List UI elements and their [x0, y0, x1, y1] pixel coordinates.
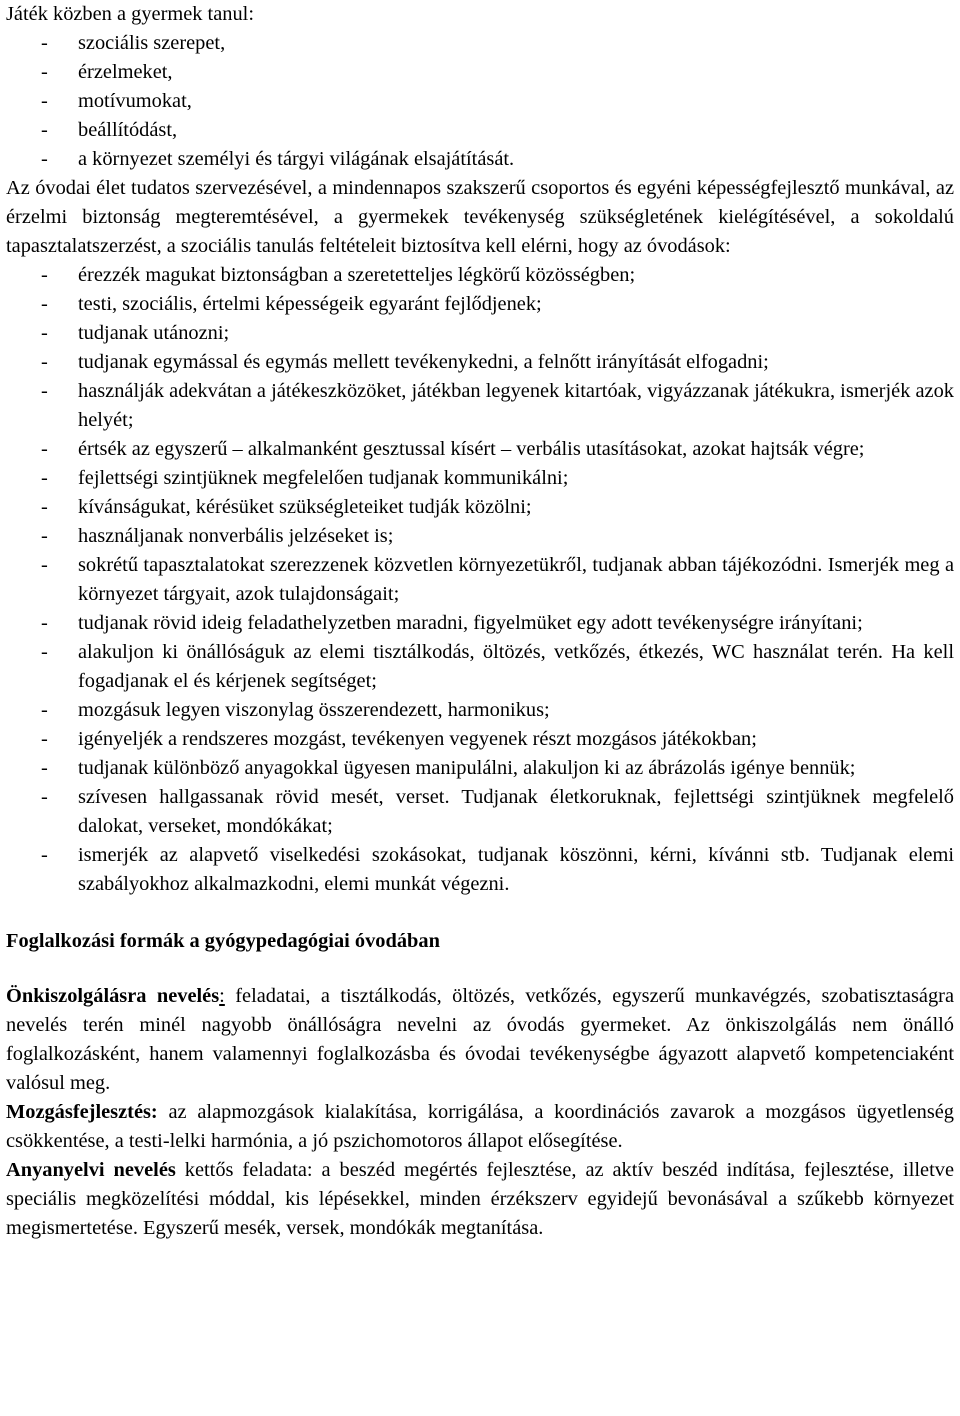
list-item: - szociális szerepet, [41, 32, 226, 54]
section-term: Önkiszolgálásra nevelés [6, 985, 220, 1007]
goal-paragraph: Az óvodai élet tudatos szervezésével, a mindennapos szakszerű csoportos és egyéni képességfejlesztő munkával, az érzelmi biztonság megteremtésével, a gyermekek tevékenység szükségletének kielégítésével, a sokoldalú tapasztalatszerzést, a szociális tanulás feltételeit biztosítva kell elérni, hogy az óvodások: [6, 177, 954, 257]
list-item: - beállítódást, [41, 119, 178, 141]
list-item: - tudjanak egymással és egymás mellett tevékenykedni, a felnőtt irányítását elfogadni; [41, 351, 769, 373]
list-item: - használjanak nonverbális jelzéseket is; [41, 525, 394, 547]
list-item: - ismerjék az alapvető viselkedési szokásokat, tudjanak köszönni, kérni, kívánni stb. Tudjanak elemi szabályokhoz alkalmazkodni, elemi munkát végezni. [41, 844, 954, 895]
list-item: - fejlettségi szintjüknek megfelelően tudjanak kommunikálni; [41, 467, 569, 489]
list-item: - a környezet személyi és tárgyi világának elsajátítását. [41, 148, 515, 170]
list-item: - sokrétű tapasztalatokat szerezzenek közvetlen környezetükről, tudjanak abban tájékozódni. Ismerjék meg a környezet tárgyait, azok tulajdonságait; [41, 554, 954, 605]
list-item: - alakuljon ki önállóságuk az elemi tisztálkodás, öltözés, vetkőzés, étkezés, WC használat terén. Ha kell fogadjanak el és kérjenek segítséget; [41, 641, 954, 692]
list-item: - kívánságukat, kérésüket szükségleteiket tudják közölni; [41, 496, 532, 518]
intro-list [6, 29, 954, 174]
list-item: - érezzék magukat biztonságban a szeretetteljes légkörű közösségben; [41, 264, 636, 286]
intro-lead: Játék közben a gyermek tanul: [6, 3, 254, 25]
list-item: - tudjanak különböző anyagokkal ügyesen manipulálni, alakuljon ki az ábrázolás igénye bennük; [41, 757, 856, 779]
list-item: - mozgásuk legyen viszonylag összerendezett, harmonikus; [41, 699, 550, 721]
section-onkiszolgalas [6, 982, 954, 1098]
list-item: - testi, szociális, értelmi képességeik egyaránt fejlődjenek; [41, 293, 542, 315]
section-anyanyelvi [6, 1156, 954, 1243]
list-item: - érzelmeket, [41, 61, 173, 83]
section-colon: : [219, 985, 225, 1007]
list-item: - használják adekvátan a játékeszközöket, játékban legyenek kitartóak, vigyázzanak játékukra, ismerjék azok helyét; [41, 380, 954, 431]
list-item: - tudjanak rövid ideig feladathelyzetben maradni, figyelmüket egy adott tevékenységre irányítani; [41, 612, 863, 634]
goals-list [6, 261, 954, 899]
list-item: - szívesen hallgassanak rövid mesét, verset. Tudjanak életkoruknak, fejlettségi szintjüknek megfelelő dalokat, verseket, mondókákat; [41, 786, 954, 837]
section-text: az alapmozgások kialakítása, korrigálása, a koordinációs zavarok a mozgásos ügyetlenség csökkentése, a testi-lelki harmónia, a jó pszichomotoros állapot elősegítése. [6, 1101, 954, 1152]
list-item: - igényeljék a rendszeres mozgást, tevékenyen vegyenek részt mozgásos játékokban; [41, 728, 757, 750]
section-text: feladatai, a tisztálkodás, öltözés, vetkőzés, egyszerű munkavégzés, szobatisztaságra nevelés terén minél nagyobb önállóságra nevelni az óvodás gyermeket. Az önkiszolgálás nem önálló foglalkozásként, hanem valamennyi foglalkozásba és óvodai tevékenységbe ágyazott alapvető kompetenciaként valósul meg. [6, 985, 954, 1094]
section-mozgasfejlesztes [6, 1098, 954, 1156]
section-term: Mozgásfejlesztés: [6, 1101, 158, 1123]
section-text: kettős feladata: a beszéd megértés fejlesztése, az aktív beszéd indítása, fejlesztése, illetve speciális megközelítési móddal, kis lépésekkel, minden érzékszerv egyidejű bevonásával a szűkebb környezet megismertetése. Egyszerű mesék, versek, mondókák megtanítása. [6, 1159, 955, 1239]
section-term: Anyanyelvi nevelés [6, 1159, 176, 1181]
list-item: - értsék az egyszerű – alkalmanként gesztussal kísért – verbális utasításokat, azokat hajtsák végre; [41, 438, 865, 460]
section-heading: Foglalkozási formák a gyógypedagógiai óvodában [6, 930, 440, 952]
list-item: - motívumokat, [41, 90, 192, 112]
list-item: - tudjanak utánozni; [41, 322, 230, 344]
